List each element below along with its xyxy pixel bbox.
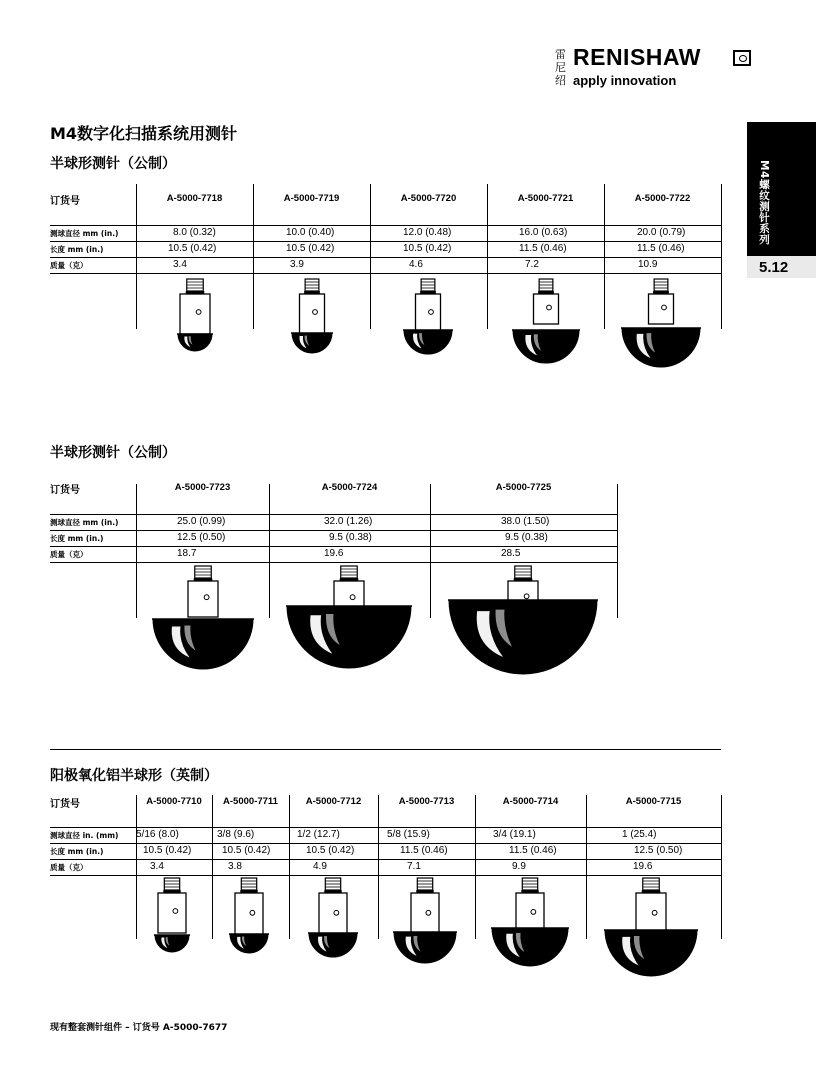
section-title-metric-1: 半球形测针（公制） bbox=[50, 156, 176, 172]
length-value: 11.5 (0.46) bbox=[400, 845, 448, 856]
hemisphere-stylus-icon bbox=[491, 878, 569, 966]
label-diameter: 测球直径 in. (mm) bbox=[50, 831, 119, 840]
label-diameter: 测球直径 mm (in.) bbox=[50, 229, 119, 238]
footer-note: 现有整套测针组件 – 订货号 A-5000-7677 bbox=[50, 1023, 228, 1033]
diameter-value: 32.0 (1.26) bbox=[324, 516, 373, 527]
brand-chinese-name: 雷 尼 绍 bbox=[555, 48, 566, 87]
order-code: A-5000-7713 bbox=[398, 796, 455, 807]
order-code: A-5000-7715 bbox=[625, 796, 682, 807]
length-value: 11.5 (0.46) bbox=[637, 243, 685, 254]
mass-value: 3.9 bbox=[290, 259, 304, 270]
diameter-value: 3/8 (9.6) bbox=[217, 829, 255, 840]
diameter-value: 1/2 (12.7) bbox=[297, 829, 340, 840]
length-value: 11.5 (0.46) bbox=[519, 243, 567, 254]
mass-value: 10.9 bbox=[638, 259, 658, 270]
mass-value: 4.6 bbox=[409, 259, 423, 270]
mass-value: 3.4 bbox=[173, 259, 187, 270]
hemisphere-stylus-icon bbox=[291, 279, 333, 353]
order-code: A-5000-7723 bbox=[174, 482, 231, 493]
mass-value: 19.6 bbox=[633, 861, 653, 872]
order-code: A-5000-7721 bbox=[517, 193, 574, 204]
mass-value: 28.5 bbox=[501, 548, 521, 559]
hemisphere-stylus-icon bbox=[308, 878, 358, 957]
hemisphere-stylus-icon bbox=[403, 279, 453, 354]
diameter-value: 10.0 (0.40) bbox=[286, 227, 335, 238]
length-value: 12.5 (0.50) bbox=[177, 532, 226, 543]
hemisphere-stylus-icon bbox=[512, 279, 580, 363]
label-mass: 质量（克） bbox=[50, 550, 88, 559]
diameter-value: 16.0 (0.63) bbox=[519, 227, 568, 238]
mass-value: 7.1 bbox=[407, 861, 421, 872]
hemisphere-stylus-icon bbox=[621, 279, 701, 367]
label-order-no: 订货号 bbox=[50, 485, 80, 496]
mass-value: 9.9 bbox=[512, 861, 526, 872]
diameter-value: 25.0 (0.99) bbox=[177, 516, 226, 527]
order-code: A-5000-7712 bbox=[305, 796, 362, 807]
mass-value: 19.6 bbox=[324, 548, 344, 559]
section-tab-label: M4螺纹测针系列 bbox=[758, 160, 770, 245]
length-value: 10.5 (0.42) bbox=[306, 845, 355, 856]
order-code: A-5000-7718 bbox=[166, 193, 223, 204]
page-title: M4数字化扫描系统用测针 bbox=[50, 124, 238, 143]
hemisphere-stylus-icon bbox=[393, 878, 457, 963]
order-code: A-5000-7710 bbox=[146, 796, 202, 807]
hemisphere-stylus-icon bbox=[229, 878, 269, 953]
diameter-value: 38.0 (1.50) bbox=[501, 516, 550, 527]
diameter-value: 1 (25.4) bbox=[622, 829, 657, 840]
page-number: 5.12 bbox=[747, 256, 816, 278]
hemisphere-stylus-icon bbox=[448, 566, 598, 674]
label-length: 长度 mm (in.) bbox=[50, 534, 104, 543]
brand-logo: RENISHAW bbox=[573, 44, 701, 70]
hemisphere-stylus-icon bbox=[177, 279, 213, 351]
label-order-no: 订货号 bbox=[50, 799, 80, 810]
diameter-value: 3/4 (19.1) bbox=[493, 829, 536, 840]
section-title-metric-2: 半球形测针（公制） bbox=[50, 445, 176, 461]
diameter-value: 8.0 (0.32) bbox=[173, 227, 216, 238]
brand-tagline: apply innovation bbox=[573, 73, 677, 88]
label-mass: 质量（克） bbox=[50, 863, 88, 872]
order-code: A-5000-7719 bbox=[283, 193, 340, 204]
length-value: 9.5 (0.38) bbox=[329, 532, 372, 543]
mass-value: 18.7 bbox=[177, 548, 197, 559]
hemisphere-stylus-icon bbox=[286, 566, 412, 668]
section-title-imperial: 阳极氧化铝半球形（英制） bbox=[50, 768, 218, 784]
hemisphere-stylus-icon bbox=[152, 566, 254, 669]
diameter-value: 20.0 (0.79) bbox=[637, 227, 686, 238]
mass-value: 3.8 bbox=[228, 861, 242, 872]
label-mass: 质量（克） bbox=[50, 261, 88, 270]
diameter-value: 5/16 (8.0) bbox=[136, 829, 179, 840]
order-code: A-5000-7722 bbox=[634, 193, 691, 204]
mass-value: 4.9 bbox=[313, 861, 327, 872]
order-code: A-5000-7725 bbox=[495, 482, 552, 493]
length-value: 10.5 (0.42) bbox=[143, 845, 192, 856]
length-value: 12.5 (0.50) bbox=[634, 845, 683, 856]
label-diameter: 测球直径 mm (in.) bbox=[50, 518, 119, 527]
order-code: A-5000-7720 bbox=[400, 193, 457, 204]
diameter-value: 5/8 (15.9) bbox=[387, 829, 430, 840]
hemisphere-stylus-icon bbox=[604, 878, 698, 976]
hemisphere-stylus-icon bbox=[154, 878, 190, 952]
label-length: 长度 mm (in.) bbox=[50, 245, 104, 254]
mass-value: 7.2 bbox=[525, 259, 539, 270]
length-value: 9.5 (0.38) bbox=[505, 532, 548, 543]
length-value: 10.5 (0.42) bbox=[403, 243, 452, 254]
order-code: A-5000-7711 bbox=[223, 796, 278, 807]
order-code: A-5000-7714 bbox=[502, 796, 559, 807]
mass-value: 3.4 bbox=[150, 861, 164, 872]
diameter-value: 12.0 (0.48) bbox=[403, 227, 452, 238]
length-value: 11.5 (0.46) bbox=[509, 845, 557, 856]
label-order-no: 订货号 bbox=[50, 196, 80, 207]
label-length: 长度 mm (in.) bbox=[50, 847, 104, 856]
order-code: A-5000-7724 bbox=[321, 482, 378, 493]
length-value: 10.5 (0.42) bbox=[286, 243, 335, 254]
length-value: 10.5 (0.42) bbox=[168, 243, 217, 254]
length-value: 10.5 (0.42) bbox=[222, 845, 271, 856]
